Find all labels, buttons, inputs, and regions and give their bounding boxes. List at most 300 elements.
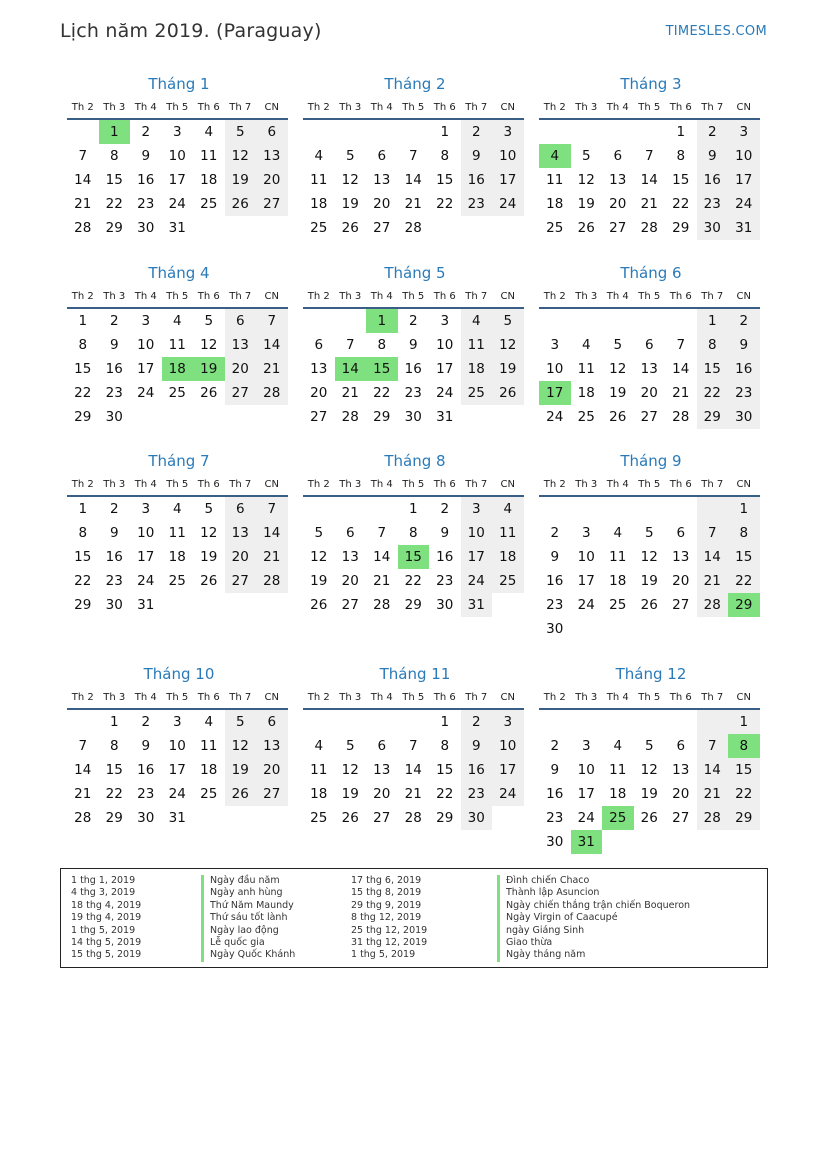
day-cell[interactable]: 30 [137, 220, 155, 236]
day-cell[interactable]: 16 [461, 758, 493, 782]
day-cell[interactable]: 13 [672, 549, 690, 565]
day-cell[interactable]: 16 [404, 361, 422, 377]
day-cell[interactable]: 4 [314, 148, 324, 164]
day-cell[interactable]: 4 [204, 124, 214, 140]
day-cell[interactable]: 20 [256, 168, 288, 192]
day-cell[interactable]: 25 [609, 597, 627, 613]
day-cell[interactable]: 12 [640, 549, 658, 565]
day-cell[interactable]: 17 [137, 361, 155, 377]
day-cell[interactable]: 4 [613, 525, 623, 541]
day-cell[interactable]: 29 [404, 597, 422, 613]
day-cell[interactable]: 8 [408, 525, 418, 541]
day-cell[interactable]: 10 [728, 144, 760, 168]
day-cell[interactable]: 26 [609, 409, 627, 425]
day-cell[interactable]: 21 [341, 385, 359, 401]
day-cell[interactable]: 7 [78, 738, 88, 754]
day-cell[interactable]: 6 [644, 337, 654, 353]
day-cell[interactable]: 15 [74, 549, 92, 565]
day-cell[interactable]: 16 [105, 361, 123, 377]
day-cell[interactable]: 20 [672, 573, 690, 589]
day-cell[interactable]: 25 [461, 381, 493, 405]
day-cell[interactable]: 24 [168, 196, 186, 212]
day-cell[interactable]: 1 [109, 714, 119, 730]
day-cell[interactable]: 5 [314, 525, 324, 541]
day-cell[interactable]: 31 [168, 810, 186, 826]
day-cell[interactable]: 17 [436, 361, 454, 377]
day-cell[interactable]: 1 [440, 124, 450, 140]
day-cell[interactable]: 24 [461, 569, 493, 593]
day-cell[interactable]: 21 [74, 786, 92, 802]
day-cell[interactable]: 29 [672, 220, 690, 236]
day-cell[interactable]: 3 [728, 120, 760, 144]
day-cell[interactable]: 19 [341, 196, 359, 212]
day-cell[interactable]: 1 [408, 501, 418, 517]
day-cell[interactable]: 16 [461, 168, 493, 192]
day-cell[interactable]: 29 [105, 810, 123, 826]
day-cell[interactable]: 7 [78, 148, 88, 164]
day-cell[interactable]: 31 [137, 597, 155, 613]
day-cell[interactable]: 1 [440, 714, 450, 730]
day-cell[interactable]: 28 [256, 569, 288, 593]
day-cell[interactable]: 3 [440, 313, 450, 329]
day-cell[interactable]: 3 [492, 710, 524, 734]
day-cell[interactable]: 9 [109, 525, 119, 541]
day-cell[interactable]: 9 [109, 337, 119, 353]
day-cell[interactable]: 28 [640, 220, 658, 236]
day-cell[interactable]: 2 [550, 738, 560, 754]
day-cell[interactable]: 26 [200, 573, 218, 589]
day-cell[interactable]: 26 [310, 597, 328, 613]
day-cell[interactable]: 5 [204, 313, 214, 329]
day-cell[interactable]: 12 [341, 172, 359, 188]
day-cell[interactable]: 7 [676, 337, 686, 353]
day-cell[interactable]: 20 [225, 357, 257, 381]
day-cell[interactable]: 25 [492, 569, 524, 593]
day-cell[interactable]: 5 [613, 337, 623, 353]
day-cell[interactable]: 23 [546, 597, 564, 613]
day-cell[interactable]: 7 [377, 525, 387, 541]
day-cell[interactable]: 17 [492, 168, 524, 192]
day-cell[interactable]: 26 [225, 782, 257, 806]
day-cell[interactable]: 27 [640, 409, 658, 425]
day-cell[interactable]: 25 [577, 409, 595, 425]
holiday-day-cell[interactable]: 31 [571, 830, 603, 854]
day-cell[interactable]: 21 [697, 569, 729, 593]
day-cell[interactable]: 28 [74, 810, 92, 826]
day-cell[interactable]: 14 [697, 545, 729, 569]
day-cell[interactable]: 27 [672, 810, 690, 826]
day-cell[interactable]: 5 [345, 738, 355, 754]
day-cell[interactable]: 27 [341, 597, 359, 613]
day-cell[interactable]: 14 [404, 172, 422, 188]
day-cell[interactable]: 11 [609, 762, 627, 778]
day-cell[interactable]: 11 [546, 172, 564, 188]
day-cell[interactable]: 16 [546, 573, 564, 589]
day-cell[interactable]: 28 [672, 409, 690, 425]
day-cell[interactable]: 26 [640, 810, 658, 826]
day-cell[interactable]: 27 [609, 220, 627, 236]
day-cell[interactable]: 20 [373, 786, 391, 802]
day-cell[interactable]: 3 [461, 497, 493, 521]
day-cell[interactable]: 12 [310, 549, 328, 565]
day-cell[interactable]: 11 [492, 521, 524, 545]
day-cell[interactable]: 24 [168, 786, 186, 802]
day-cell[interactable]: 10 [137, 525, 155, 541]
day-cell[interactable]: 7 [256, 309, 288, 333]
day-cell[interactable]: 3 [172, 124, 182, 140]
day-cell[interactable]: 12 [609, 361, 627, 377]
day-cell[interactable]: 31 [436, 409, 454, 425]
day-cell[interactable]: 22 [74, 385, 92, 401]
day-cell[interactable]: 5 [204, 501, 214, 517]
day-cell[interactable]: 12 [492, 333, 524, 357]
day-cell[interactable]: 26 [492, 381, 524, 405]
day-cell[interactable]: 19 [640, 573, 658, 589]
day-cell[interactable]: 23 [137, 786, 155, 802]
holiday-day-cell[interactable]: 1 [366, 309, 398, 333]
day-cell[interactable]: 2 [440, 501, 450, 517]
day-cell[interactable]: 4 [492, 497, 524, 521]
brand-link[interactable]: TIMESLES.COM [665, 24, 767, 39]
day-cell[interactable]: 28 [697, 593, 729, 617]
day-cell[interactable]: 10 [168, 738, 186, 754]
day-cell[interactable]: 22 [697, 381, 729, 405]
day-cell[interactable]: 21 [697, 782, 729, 806]
day-cell[interactable]: 15 [672, 172, 690, 188]
day-cell[interactable]: 25 [310, 810, 328, 826]
day-cell[interactable]: 27 [373, 810, 391, 826]
day-cell[interactable]: 30 [404, 409, 422, 425]
day-cell[interactable]: 16 [137, 762, 155, 778]
day-cell[interactable]: 9 [408, 337, 418, 353]
day-cell[interactable]: 20 [341, 573, 359, 589]
day-cell[interactable]: 30 [697, 216, 729, 240]
day-cell[interactable]: 22 [728, 782, 760, 806]
day-cell[interactable]: 11 [200, 148, 218, 164]
day-cell[interactable]: 13 [672, 762, 690, 778]
day-cell[interactable]: 29 [697, 405, 729, 429]
day-cell[interactable]: 3 [550, 337, 560, 353]
day-cell[interactable]: 8 [109, 738, 119, 754]
day-cell[interactable]: 6 [613, 148, 623, 164]
day-cell[interactable]: 9 [440, 525, 450, 541]
day-cell[interactable]: 19 [609, 385, 627, 401]
day-cell[interactable]: 20 [225, 545, 257, 569]
day-cell[interactable]: 11 [168, 337, 186, 353]
day-cell[interactable]: 31 [461, 593, 493, 617]
day-cell[interactable]: 4 [581, 337, 591, 353]
day-cell[interactable]: 23 [728, 381, 760, 405]
holiday-day-cell[interactable]: 29 [728, 593, 760, 617]
day-cell[interactable]: 20 [609, 196, 627, 212]
day-cell[interactable]: 3 [141, 313, 151, 329]
day-cell[interactable]: 5 [225, 710, 257, 734]
day-cell[interactable]: 23 [404, 385, 422, 401]
day-cell[interactable]: 2 [408, 313, 418, 329]
day-cell[interactable]: 5 [492, 309, 524, 333]
day-cell[interactable]: 21 [640, 196, 658, 212]
day-cell[interactable]: 7 [408, 738, 418, 754]
day-cell[interactable]: 12 [225, 144, 257, 168]
day-cell[interactable]: 8 [440, 738, 450, 754]
day-cell[interactable]: 11 [461, 333, 493, 357]
day-cell[interactable]: 4 [314, 738, 324, 754]
day-cell[interactable]: 27 [373, 220, 391, 236]
day-cell[interactable]: 22 [74, 573, 92, 589]
day-cell[interactable]: 14 [74, 172, 92, 188]
day-cell[interactable]: 20 [672, 786, 690, 802]
day-cell[interactable]: 30 [105, 597, 123, 613]
day-cell[interactable]: 19 [492, 357, 524, 381]
day-cell[interactable]: 6 [256, 120, 288, 144]
day-cell[interactable]: 22 [404, 573, 422, 589]
day-cell[interactable]: 6 [377, 738, 387, 754]
day-cell[interactable]: 3 [581, 738, 591, 754]
day-cell[interactable]: 11 [609, 549, 627, 565]
day-cell[interactable]: 24 [728, 192, 760, 216]
day-cell[interactable]: 23 [546, 810, 564, 826]
holiday-day-cell[interactable]: 18 [162, 357, 194, 381]
day-cell[interactable]: 26 [341, 810, 359, 826]
day-cell[interactable]: 17 [461, 545, 493, 569]
day-cell[interactable]: 15 [697, 357, 729, 381]
day-cell[interactable]: 4 [172, 313, 182, 329]
day-cell[interactable]: 9 [461, 144, 493, 168]
day-cell[interactable]: 8 [109, 148, 119, 164]
day-cell[interactable]: 6 [225, 309, 257, 333]
day-cell[interactable]: 2 [461, 710, 493, 734]
day-cell[interactable]: 19 [341, 786, 359, 802]
day-cell[interactable]: 15 [436, 762, 454, 778]
day-cell[interactable]: 16 [137, 172, 155, 188]
day-cell[interactable]: 18 [577, 385, 595, 401]
day-cell[interactable]: 18 [609, 573, 627, 589]
day-cell[interactable]: 15 [728, 545, 760, 569]
day-cell[interactable]: 22 [436, 786, 454, 802]
day-cell[interactable]: 16 [105, 549, 123, 565]
day-cell[interactable]: 16 [436, 549, 454, 565]
day-cell[interactable]: 18 [310, 786, 328, 802]
day-cell[interactable]: 8 [78, 525, 88, 541]
day-cell[interactable]: 30 [436, 597, 454, 613]
day-cell[interactable]: 10 [137, 337, 155, 353]
day-cell[interactable]: 23 [105, 573, 123, 589]
day-cell[interactable]: 28 [256, 381, 288, 405]
day-cell[interactable]: 3 [141, 501, 151, 517]
day-cell[interactable]: 8 [78, 337, 88, 353]
holiday-day-cell[interactable]: 1 [99, 120, 131, 144]
day-cell[interactable]: 28 [373, 597, 391, 613]
day-cell[interactable]: 4 [461, 309, 493, 333]
day-cell[interactable]: 2 [141, 714, 151, 730]
day-cell[interactable]: 5 [644, 525, 654, 541]
day-cell[interactable]: 1 [697, 309, 729, 333]
day-cell[interactable]: 10 [168, 148, 186, 164]
day-cell[interactable]: 6 [345, 525, 355, 541]
day-cell[interactable]: 5 [581, 148, 591, 164]
day-cell[interactable]: 24 [546, 409, 564, 425]
day-cell[interactable]: 2 [461, 120, 493, 144]
day-cell[interactable]: 2 [550, 525, 560, 541]
day-cell[interactable]: 22 [672, 196, 690, 212]
day-cell[interactable]: 3 [492, 120, 524, 144]
day-cell[interactable]: 20 [310, 385, 328, 401]
day-cell[interactable]: 23 [461, 782, 493, 806]
day-cell[interactable]: 29 [436, 810, 454, 826]
day-cell[interactable]: 14 [256, 521, 288, 545]
day-cell[interactable]: 7 [256, 497, 288, 521]
day-cell[interactable]: 25 [310, 220, 328, 236]
day-cell[interactable]: 2 [109, 313, 119, 329]
day-cell[interactable]: 30 [546, 834, 564, 850]
day-cell[interactable]: 19 [640, 786, 658, 802]
day-cell[interactable]: 14 [74, 762, 92, 778]
day-cell[interactable]: 5 [225, 120, 257, 144]
day-cell[interactable]: 16 [728, 357, 760, 381]
day-cell[interactable]: 16 [546, 786, 564, 802]
day-cell[interactable]: 25 [200, 786, 218, 802]
day-cell[interactable]: 21 [404, 196, 422, 212]
day-cell[interactable]: 18 [200, 172, 218, 188]
day-cell[interactable]: 26 [225, 192, 257, 216]
day-cell[interactable]: 28 [404, 810, 422, 826]
day-cell[interactable]: 20 [640, 385, 658, 401]
day-cell[interactable]: 18 [461, 357, 493, 381]
day-cell[interactable]: 30 [461, 806, 493, 830]
day-cell[interactable]: 24 [577, 810, 595, 826]
day-cell[interactable]: 23 [105, 385, 123, 401]
day-cell[interactable]: 28 [404, 220, 422, 236]
day-cell[interactable]: 23 [461, 192, 493, 216]
day-cell[interactable]: 24 [436, 385, 454, 401]
holiday-day-cell[interactable]: 25 [602, 806, 634, 830]
day-cell[interactable]: 6 [676, 525, 686, 541]
day-cell[interactable]: 31 [728, 216, 760, 240]
day-cell[interactable]: 19 [310, 573, 328, 589]
day-cell[interactable]: 17 [492, 758, 524, 782]
day-cell[interactable]: 5 [345, 148, 355, 164]
day-cell[interactable]: 19 [200, 549, 218, 565]
day-cell[interactable]: 25 [168, 573, 186, 589]
day-cell[interactable]: 11 [168, 525, 186, 541]
day-cell[interactable]: 11 [310, 762, 328, 778]
day-cell[interactable]: 22 [728, 569, 760, 593]
day-cell[interactable]: 21 [404, 786, 422, 802]
day-cell[interactable]: 29 [728, 806, 760, 830]
day-cell[interactable]: 10 [492, 144, 524, 168]
day-cell[interactable]: 21 [373, 573, 391, 589]
day-cell[interactable]: 12 [640, 762, 658, 778]
holiday-day-cell[interactable]: 14 [335, 357, 367, 381]
day-cell[interactable]: 17 [168, 762, 186, 778]
day-cell[interactable]: 27 [225, 569, 257, 593]
day-cell[interactable]: 10 [546, 361, 564, 377]
day-cell[interactable]: 22 [373, 385, 391, 401]
day-cell[interactable]: 31 [168, 220, 186, 236]
day-cell[interactable]: 7 [345, 337, 355, 353]
day-cell[interactable]: 10 [577, 762, 595, 778]
day-cell[interactable]: 4 [613, 738, 623, 754]
day-cell[interactable]: 6 [225, 497, 257, 521]
day-cell[interactable]: 6 [256, 710, 288, 734]
day-cell[interactable]: 21 [74, 196, 92, 212]
day-cell[interactable]: 30 [728, 405, 760, 429]
day-cell[interactable]: 20 [373, 196, 391, 212]
day-cell[interactable]: 18 [200, 762, 218, 778]
holiday-day-cell[interactable]: 4 [539, 144, 571, 168]
day-cell[interactable]: 8 [676, 148, 686, 164]
day-cell[interactable]: 19 [577, 196, 595, 212]
day-cell[interactable]: 30 [137, 810, 155, 826]
day-cell[interactable]: 15 [728, 758, 760, 782]
day-cell[interactable]: 2 [109, 501, 119, 517]
day-cell[interactable]: 26 [341, 220, 359, 236]
day-cell[interactable]: 28 [697, 806, 729, 830]
holiday-day-cell[interactable]: 17 [539, 381, 571, 405]
day-cell[interactable]: 23 [436, 573, 454, 589]
day-cell[interactable]: 17 [577, 573, 595, 589]
day-cell[interactable]: 1 [78, 313, 88, 329]
day-cell[interactable]: 15 [105, 762, 123, 778]
day-cell[interactable]: 23 [137, 196, 155, 212]
day-cell[interactable]: 12 [341, 762, 359, 778]
day-cell[interactable]: 8 [697, 333, 729, 357]
day-cell[interactable]: 1 [728, 497, 760, 521]
day-cell[interactable]: 3 [581, 525, 591, 541]
holiday-day-cell[interactable]: 15 [366, 357, 398, 381]
day-cell[interactable]: 14 [256, 333, 288, 357]
day-cell[interactable]: 9 [550, 762, 560, 778]
day-cell[interactable]: 25 [168, 385, 186, 401]
day-cell[interactable]: 25 [546, 220, 564, 236]
day-cell[interactable]: 17 [137, 549, 155, 565]
day-cell[interactable]: 1 [676, 124, 686, 140]
day-cell[interactable]: 30 [546, 621, 564, 637]
day-cell[interactable]: 11 [200, 738, 218, 754]
day-cell[interactable]: 29 [74, 409, 92, 425]
day-cell[interactable]: 10 [577, 549, 595, 565]
day-cell[interactable]: 26 [640, 597, 658, 613]
day-cell[interactable]: 15 [436, 172, 454, 188]
day-cell[interactable]: 17 [168, 172, 186, 188]
day-cell[interactable]: 29 [373, 409, 391, 425]
day-cell[interactable]: 22 [105, 196, 123, 212]
day-cell[interactable]: 14 [404, 762, 422, 778]
day-cell[interactable]: 16 [697, 168, 729, 192]
day-cell[interactable]: 13 [256, 144, 288, 168]
day-cell[interactable]: 27 [310, 409, 328, 425]
day-cell[interactable]: 18 [546, 196, 564, 212]
day-cell[interactable]: 18 [492, 545, 524, 569]
day-cell[interactable]: 7 [408, 148, 418, 164]
day-cell[interactable]: 23 [697, 192, 729, 216]
day-cell[interactable]: 24 [492, 782, 524, 806]
day-cell[interactable]: 10 [492, 734, 524, 758]
day-cell[interactable]: 9 [141, 148, 151, 164]
day-cell[interactable]: 19 [225, 758, 257, 782]
day-cell[interactable]: 11 [310, 172, 328, 188]
day-cell[interactable]: 9 [461, 734, 493, 758]
day-cell[interactable]: 9 [697, 144, 729, 168]
day-cell[interactable]: 10 [461, 521, 493, 545]
day-cell[interactable]: 12 [225, 734, 257, 758]
day-cell[interactable]: 9 [141, 738, 151, 754]
day-cell[interactable]: 6 [314, 337, 324, 353]
holiday-day-cell[interactable]: 15 [398, 545, 430, 569]
day-cell[interactable]: 26 [577, 220, 595, 236]
day-cell[interactable]: 27 [225, 381, 257, 405]
day-cell[interactable]: 13 [609, 172, 627, 188]
